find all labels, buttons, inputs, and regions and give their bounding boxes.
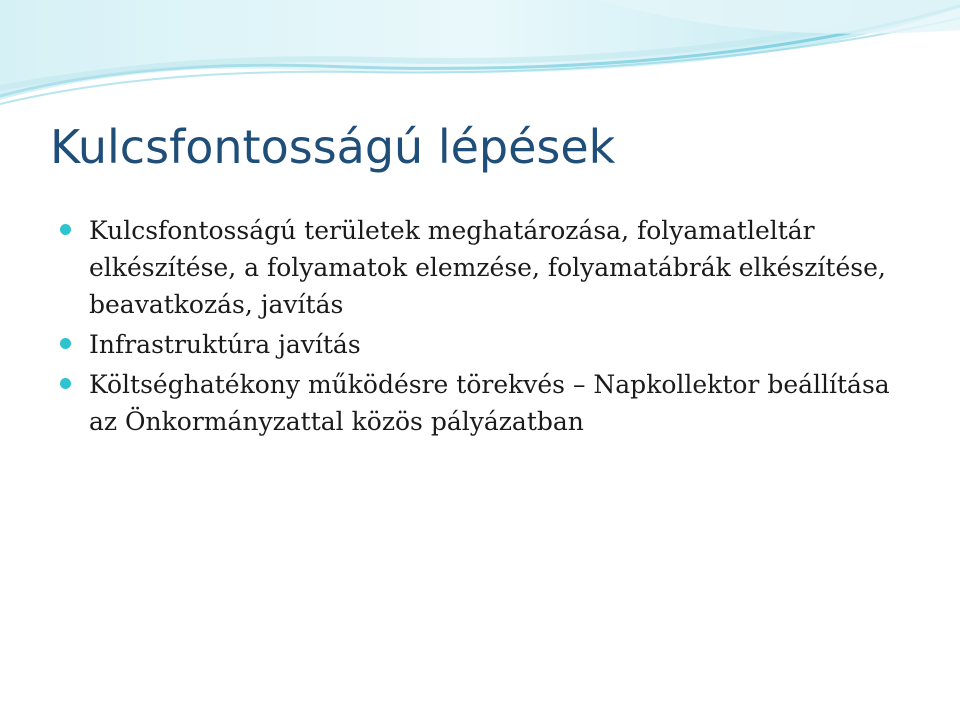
bullet-item — [60, 326, 920, 363]
bullet-list — [60, 212, 920, 443]
header-wave-decoration — [0, 0, 960, 110]
bullet-dot-icon — [60, 338, 71, 349]
bullet-dot-icon — [60, 224, 71, 235]
bullet-text: Infrastruktúra javítás — [89, 330, 361, 359]
slide-title: Kulcsfontosságú lépések — [50, 120, 616, 174]
bullet-item — [60, 366, 920, 440]
bullet-dot-icon — [60, 378, 71, 389]
bullet-item — [60, 212, 920, 323]
bullet-text: Kulcsfontosságú területek meghatározása, folyamatleltár elkészítése, a folyamatok elemzése, folyamatábrák elkészítése, beavatkozás, javítás — [89, 216, 886, 319]
bullet-text: Költséghatékony működésre törekvés – Napkollektor beállítása az Önkormányzattal közös pályázatban — [89, 370, 890, 436]
